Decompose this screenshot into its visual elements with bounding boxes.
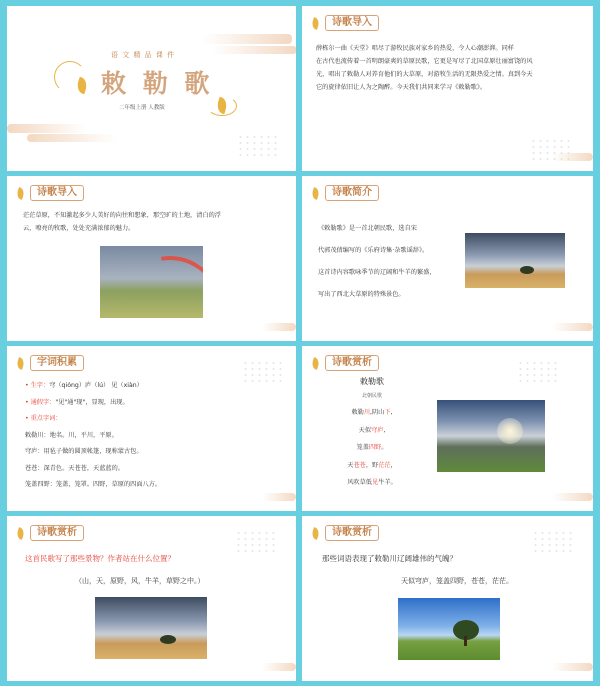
decor-dots — [237, 134, 277, 156]
verse-mark: 见 — [372, 479, 379, 486]
text-line: 云，嘹亮的牧歌，处处充满浓郁的魅力。 — [23, 225, 135, 232]
decor-stripe — [202, 34, 292, 44]
slide-subtitle: 语 文 精 品 课 件 — [111, 51, 176, 59]
tree-shape — [160, 635, 176, 644]
verse-part: 天 — [347, 461, 354, 469]
decor-stripe — [262, 493, 296, 501]
decor-dots — [532, 530, 572, 552]
vocab-label: • 重点字词： — [25, 415, 62, 422]
slide-intro-1[interactable] — [302, 6, 593, 171]
leaf-icon — [310, 527, 320, 540]
verse-mark: 苍苍 — [353, 461, 366, 469]
text-line: 敕勒川：地名。川，平川，平原。 — [25, 431, 118, 439]
text-line: 《敕勒歌》是一首北朝民歌，选自宋 — [318, 225, 417, 232]
text-line: 笼盖四野：笼盖，笼罩。四野，草原的四面八方。 — [25, 481, 162, 488]
grade-label: 二年级上册 人教版 — [119, 105, 165, 111]
vocab-text: 穹（qióng）庐（lú） 见（xiàn） — [49, 382, 143, 389]
verse-part: 风吹草低 — [347, 479, 372, 486]
verse-part: 牛羊。 — [378, 479, 397, 486]
slide-poem-intro[interactable] — [302, 176, 593, 341]
header-label: 字词积累 — [30, 355, 84, 371]
leaf-icon — [15, 357, 25, 370]
slide-header — [17, 185, 84, 201]
verse-part: ， — [390, 461, 397, 469]
verse-line — [322, 439, 422, 457]
verse-line — [322, 404, 422, 422]
decor-dots — [235, 530, 275, 552]
verse-mark: 四野 — [368, 444, 382, 451]
rainbow-shape — [100, 246, 203, 318]
verse-mark: 茫茫 — [378, 461, 391, 469]
poem-dynasty: 北朝民歌 — [361, 393, 382, 399]
poem-verses — [322, 404, 422, 492]
slide-analysis-2[interactable] — [302, 516, 593, 681]
text-line: 茫茫草原，不知激起多少人美好的向往和想象，那空旷的土地，清白的浮 — [23, 212, 221, 219]
header-label: 诗歌简介 — [325, 185, 379, 201]
decor-stripe — [262, 323, 296, 331]
sunset-grassland-photo — [437, 400, 545, 472]
slide-poem-text[interactable] — [302, 346, 593, 511]
slide-vocabulary[interactable] — [7, 346, 296, 511]
vocab-list — [25, 378, 290, 494]
decor-stripe — [552, 153, 593, 161]
decor-stripe — [552, 663, 593, 671]
text-line: 这首诗内容歌咏季节的辽阔和牛羊的繁盛， — [318, 269, 436, 276]
header-label: 诗歌导入 — [325, 15, 379, 31]
decor-stripe — [7, 124, 87, 133]
slide-title[interactable] — [7, 6, 296, 171]
slide-header — [312, 525, 379, 541]
poem-title: 敕勒歌 — [360, 377, 384, 386]
slide-header — [312, 15, 379, 31]
slide-header — [312, 185, 379, 201]
slide-header — [312, 355, 379, 371]
header-label: 诗歌导入 — [30, 185, 84, 201]
verse-line — [322, 474, 422, 492]
answer-text: 天似穹庐，笼盖四野，苍苍，茫茫。 — [401, 577, 513, 585]
lesson-title: 敕 勒 歌 — [101, 69, 214, 98]
vocab-label: • 通假字： — [25, 398, 56, 406]
text-line: 薛栋尔一曲《天堂》唱尽了游牧民族对家乡的热爱，令人心潮澎湃。同样 — [316, 45, 514, 52]
verse-part: 笼盖 — [356, 444, 369, 451]
decor-dots — [517, 360, 557, 382]
poem-intro-text — [318, 218, 468, 306]
verse-mark: 川 — [363, 409, 371, 416]
header-label: 诗歌赏析 — [325, 355, 379, 371]
header-label: 诗歌赏析 — [30, 525, 84, 541]
tree-shape — [520, 266, 534, 274]
verse-mark: 下 — [384, 409, 391, 416]
vocab-item — [25, 395, 290, 412]
leaf-icon — [15, 187, 25, 200]
decor-stripe — [27, 134, 117, 142]
header-label: 诗歌赏析 — [325, 525, 379, 541]
vocab-item — [25, 411, 290, 428]
text-line: 它的旋律依旧让人为之陶醉。今天我们共同来学习《敕勒歌》。 — [316, 84, 487, 91]
verse-part: , — [383, 426, 386, 434]
leaf-icon — [15, 527, 25, 540]
cloudy-grassland-photo — [95, 597, 207, 659]
question-text: 那些词语表现了敕勒川辽阔雄伟的气魄？ — [322, 554, 457, 563]
text-line: 穹庐：用毡子做的圆顶帐篷，现称蒙古包。 — [25, 448, 143, 455]
verse-line — [322, 422, 422, 440]
verse-part: ,阴山 — [370, 409, 385, 416]
question-text: 这首民歌写了那些景物？作者站在什么位置？ — [25, 554, 175, 563]
intro-paragraph — [316, 42, 586, 94]
decor-stripe — [212, 46, 296, 54]
verse-part: ，野 — [365, 461, 379, 469]
cloudy-grassland-photo — [465, 233, 565, 288]
rainbow-grassland-photo — [100, 246, 203, 318]
decor-stripe — [552, 493, 593, 501]
verse-line — [322, 457, 422, 475]
text-line: 苍苍：深青色。天苍苍，天蓝蓝的。 — [25, 464, 124, 472]
slide-header — [17, 355, 84, 371]
tree-trunk — [464, 636, 467, 646]
verse-mark: 穹庐 — [371, 426, 384, 434]
intro-paragraph — [23, 209, 288, 235]
slide-intro-2[interactable] — [7, 176, 296, 341]
verse-part: 。 — [381, 444, 388, 451]
text-line: 写出了西北大草原的特殊景色。 — [318, 291, 405, 298]
slide-analysis-1[interactable] — [7, 516, 296, 681]
leaf-icon — [310, 187, 320, 200]
sun-glow — [497, 418, 523, 444]
verse-part: , — [390, 409, 393, 416]
vocab-text: "见"通"现"，显现，出现。 — [55, 398, 129, 406]
verse-part: 天似 — [358, 426, 372, 434]
decor-stripe — [552, 323, 593, 331]
decor-stripe — [262, 663, 296, 671]
leaf-icon — [310, 357, 320, 370]
verse-part: 敕勒 — [351, 409, 364, 416]
sunny-grassland-photo — [398, 598, 500, 660]
leaf-icon — [310, 17, 320, 30]
decor-dots — [242, 360, 282, 382]
vocab-label: • 生字： — [25, 382, 50, 389]
text-line: 在古代也流传着一首明朗豪爽的草原民歌，它更是写尽了北国草原壮丽富饶的风 — [316, 58, 533, 65]
answer-text: （山，天，原野，风，牛羊，草野之中。） — [75, 577, 205, 585]
slide-header — [17, 525, 84, 541]
text-line: 光，唱出了敕勒人对养育他们的大草原，对游牧生活的无限热爱之情。真到今天 — [316, 71, 533, 78]
text-line: 代郭茂倩编写的《乐府诗集·杂歌谣辞》。 — [318, 247, 429, 254]
